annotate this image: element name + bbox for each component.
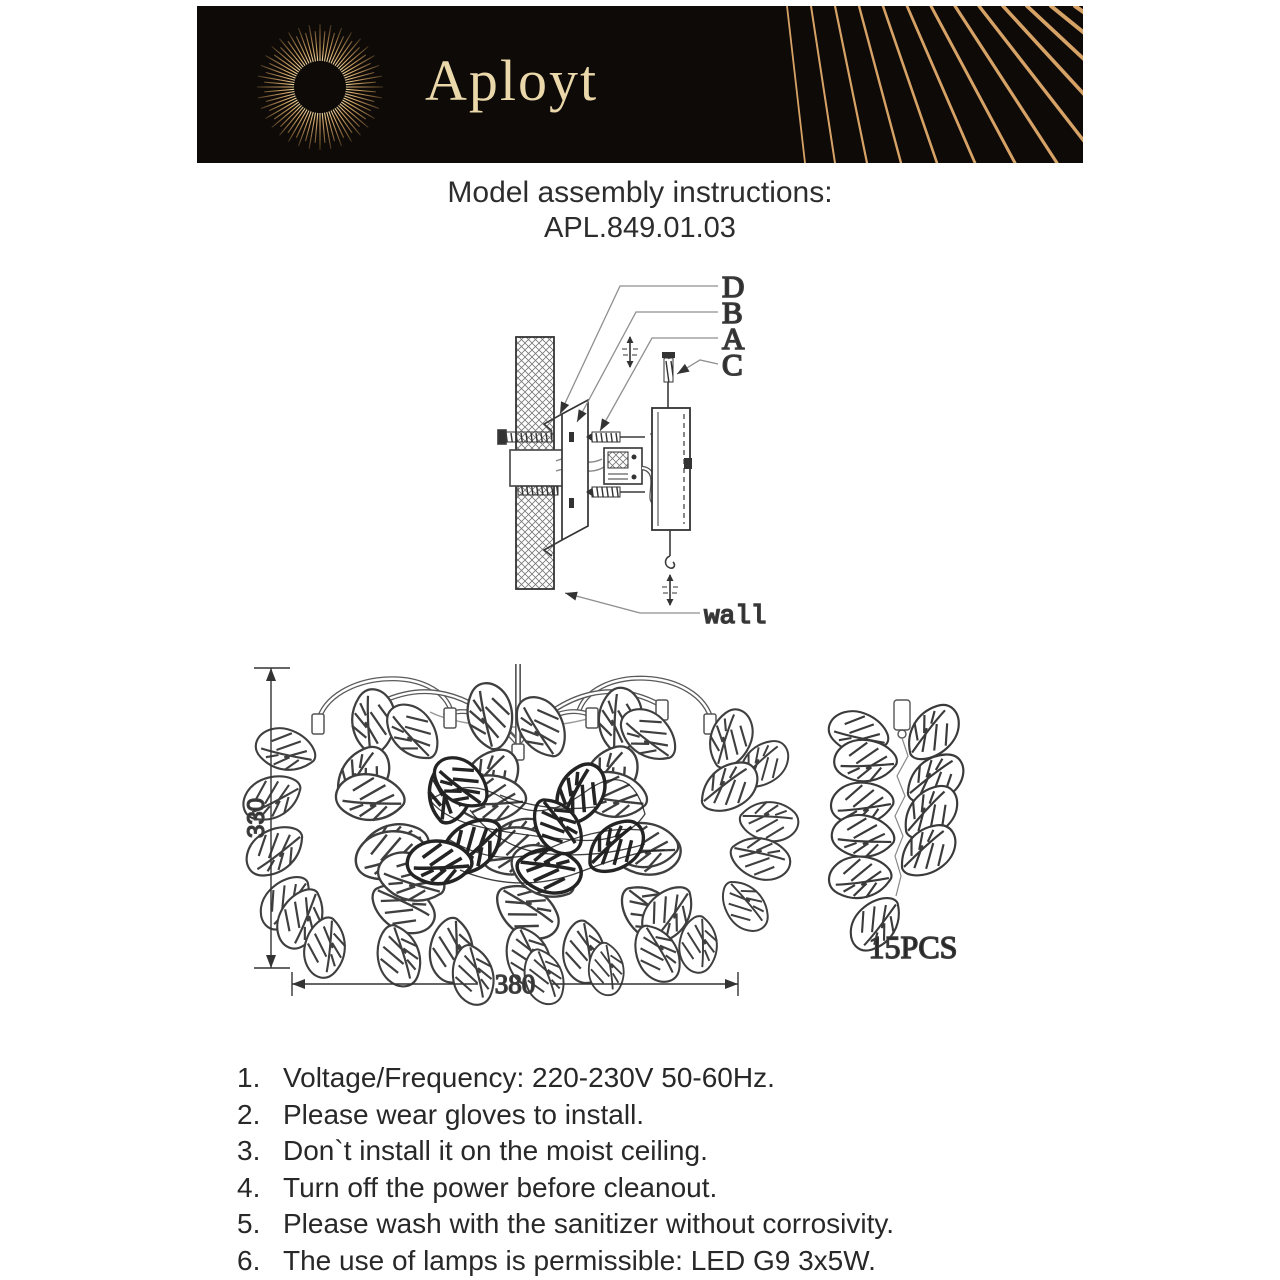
instruction-number: 6. bbox=[237, 1244, 261, 1276]
instruction-number: 3. bbox=[237, 1135, 261, 1167]
part-label-c: C bbox=[722, 347, 743, 382]
wall-mount-diagram bbox=[498, 269, 766, 631]
width-dimension-label: 380 bbox=[494, 969, 536, 999]
instruction-text: Don`t install it on the moist ceiling. bbox=[283, 1135, 708, 1167]
part-label-d: D bbox=[722, 269, 745, 304]
radiating-rays-icon bbox=[787, 6, 1083, 163]
instruction-item bbox=[237, 1170, 1077, 1207]
instruction-item bbox=[237, 1060, 1077, 1097]
part-label-b: B bbox=[722, 295, 743, 330]
page-title: Model assembly instructions: bbox=[447, 176, 833, 209]
sunburst-icon bbox=[257, 24, 383, 150]
wall-label: wall bbox=[704, 601, 767, 631]
brand-name: Aployt bbox=[425, 48, 599, 113]
part-label-a: A bbox=[722, 321, 745, 356]
instruction-list bbox=[237, 1060, 1077, 1280]
brand-banner bbox=[197, 6, 1083, 163]
instruction-number: 4. bbox=[237, 1171, 261, 1203]
leaf-strand-drawing bbox=[823, 699, 970, 965]
instruction-text: Turn off the power before cleanout. bbox=[283, 1171, 718, 1203]
height-dimension-label: 330 bbox=[243, 797, 270, 839]
instruction-item bbox=[237, 1133, 1077, 1170]
instruction-item bbox=[237, 1097, 1077, 1134]
banner-art bbox=[197, 6, 1083, 163]
model-number: APL.849.01.03 bbox=[544, 212, 736, 244]
instruction-text: Please wear gloves to install. bbox=[283, 1098, 645, 1130]
instruction-text: Voltage/Frequency: 220-230V 50-60Hz. bbox=[283, 1062, 775, 1093]
assembly-diagram bbox=[0, 255, 1280, 1045]
instruction-item bbox=[237, 1206, 1077, 1243]
instruction-number: 1. bbox=[237, 1062, 261, 1093]
instruction-text: The use of lamps is permissible: LED G9 3x5W. bbox=[283, 1244, 876, 1276]
pieces-count-label: 15PCS bbox=[868, 929, 958, 965]
instruction-item bbox=[237, 1243, 1077, 1280]
instruction-number: 5. bbox=[237, 1208, 261, 1240]
instruction-text: Please wash with the sanitizer without corrosivity. bbox=[283, 1208, 895, 1240]
instruction-number: 2. bbox=[237, 1098, 261, 1130]
fixture-dimension-drawing bbox=[240, 664, 803, 1007]
